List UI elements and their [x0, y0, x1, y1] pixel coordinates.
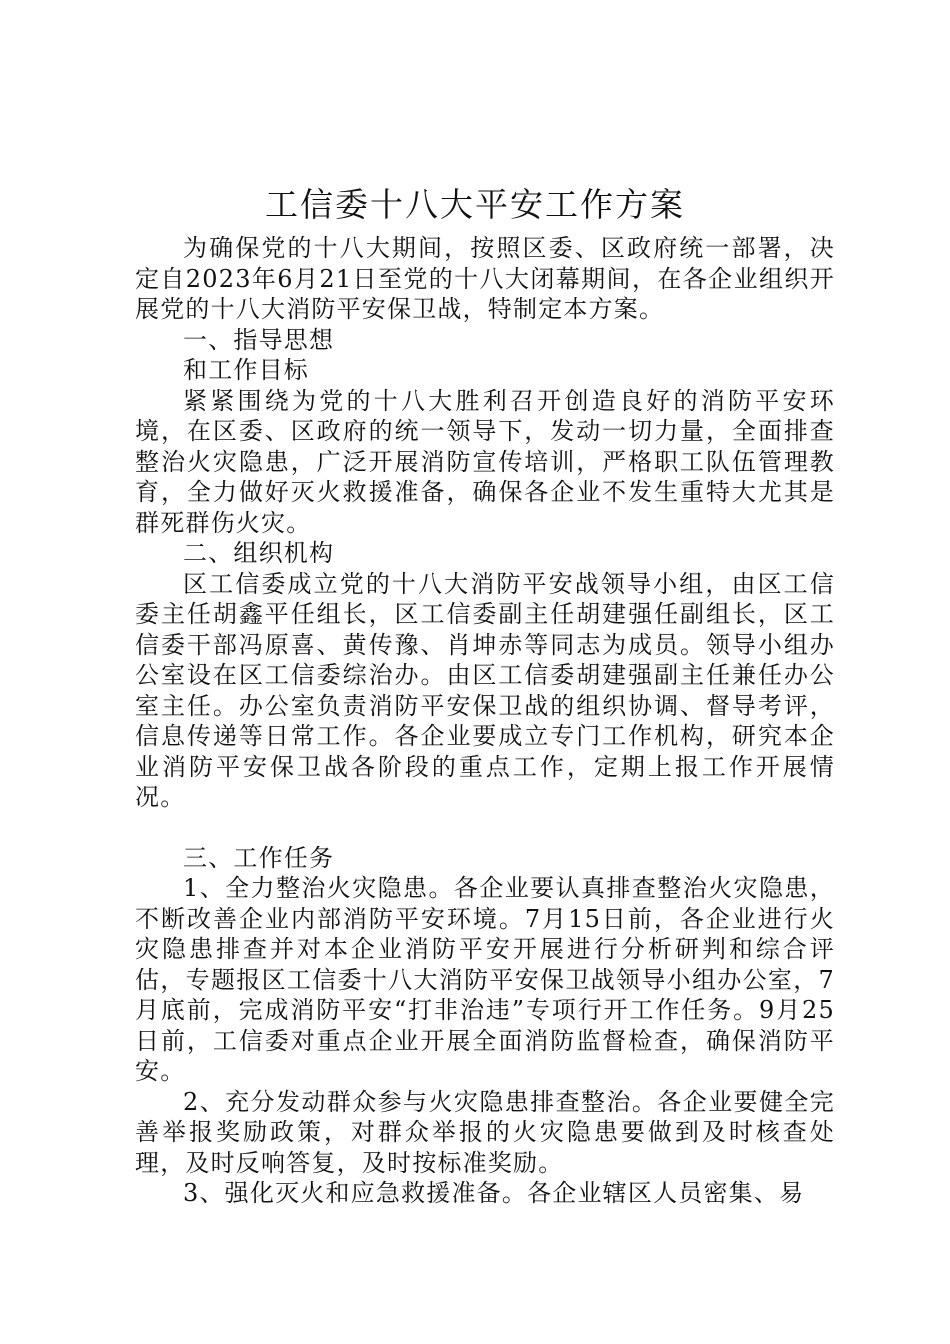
document-title: 工信委十八大平安工作方案 [265, 185, 685, 224]
task-paragraph-2: 2、充分发动群众参与火灾隐患排查整治。各企业要健全完善举报奖励政策，对群众举报的火灾隐患要做到及时核查处理，及时反响答复，及时按标准奖励。 [135, 1087, 835, 1177]
intro-paragraph: 为确保党的十八大期间，按照区委、区政府统一部署，决定自2023年6月21日至党的十八大闭幕期间，在各企业组织开展党的十八大消防平安保卫战，特制定本方案。 [135, 234, 835, 323]
section-heading-tasks: 三、工作任务 [183, 843, 335, 872]
task-paragraph-3: 3、强化灭火和应急救援准备。各企业辖区人员密集、易 [183, 1179, 805, 1207]
guiding-paragraph: 紧紧围绕为党的十八大胜利召开创造良好的消防平安环境，在区委、区政府的统一领导下，发动一切力量，全面排查整治火灾隐患，广泛开展消防宣传培训，严格职工队伍管理教育，全力做好灭火救援准备，确保各企业不发生重特大尤其是群死群伤火灾。 [135, 386, 835, 537]
document-body [135, 233, 835, 1209]
organization-paragraph: 区工信委成立党的十八大消防平安战领导小组，由区工信委主任胡鑫平任组长，区工信委副主任胡建强任副组长，区工信委干部冯原喜、黄传豫、肖坤赤等同志为成员。领导小组办公室设在区工信委综治办。由区工信委胡建强副主任兼任办公室主任。办公室负责消防平安保卫战的组织协调、督导考评，信息传递等日常工作。各企业要成立专门工作机构，研究本企业消防平安保卫战各阶段的重点工作，定期上报工作开展情况。 [135, 569, 835, 811]
section-heading-organization: 二、组织机构 [183, 539, 335, 567]
section-heading-guiding: 一、指导思想 [183, 325, 335, 354]
task-paragraph-1: 1、全力整治火灾隐患。各企业要认真排查整治火灾隐患，不断改善企业内部消防平安环境。7月15日前，各企业进行火灾隐患排查并对本企业消防平安开展进行分析研判和综合评估，专题报区工信委十八大消防平安保卫战领导小组办公室，7月底前，完成消防平安“打非治违”专项行开工作任务。9月25日前，工信委对重点企业开展全面消防监督检查，确保消防平安。 [135, 874, 835, 1085]
paragraph-gap [135, 813, 835, 843]
section-heading-guiding-cont: 和工作目标 [183, 356, 309, 384]
